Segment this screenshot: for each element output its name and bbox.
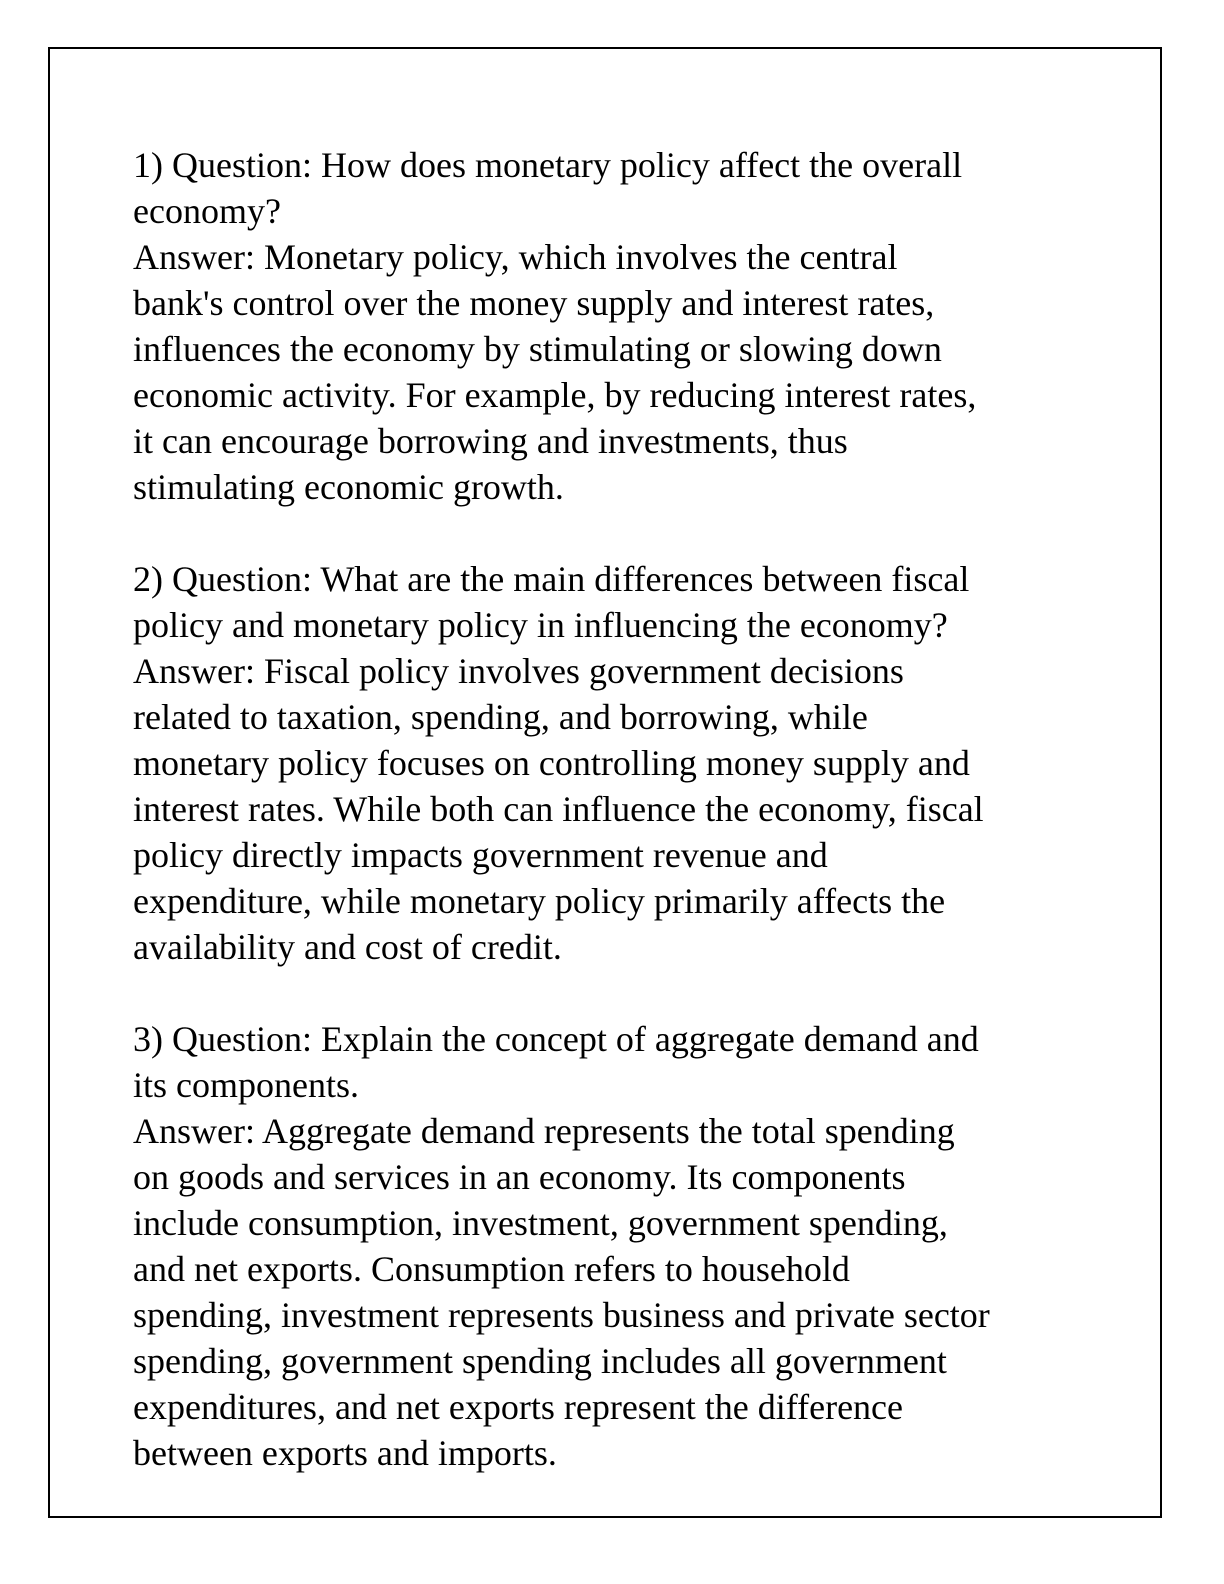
question-line: 2) Question: What are the main differences between fiscal	[133, 559, 970, 599]
question-line: its components.	[133, 1065, 359, 1105]
answer-line: interest rates. While both can influence the economy, fiscal	[133, 789, 984, 829]
answer-1	[133, 234, 1133, 510]
qa-item-2	[133, 556, 1133, 970]
question-line: economy?	[133, 191, 281, 231]
answer-line: policy directly impacts government revenue and	[133, 835, 828, 875]
answer-line: stimulating economic growth.	[133, 467, 564, 507]
document-body	[133, 142, 1133, 1522]
answer-line: on goods and services in an economy. Its components	[133, 1157, 906, 1197]
answer-line: and net exports. Consumption refers to household	[133, 1249, 850, 1289]
answer-line: economic activity. For example, by reducing interest rates,	[133, 375, 977, 415]
question-2	[133, 556, 1133, 648]
answer-line: Answer: Fiscal policy involves government decisions	[133, 651, 904, 691]
answer-line: Answer: Monetary policy, which involves the central	[133, 237, 898, 277]
answer-line: availability and cost of credit.	[133, 927, 562, 967]
answer-line: spending, government spending includes all government	[133, 1341, 947, 1381]
answer-line: expenditure, while monetary policy primarily affects the	[133, 881, 946, 921]
question-line: 3) Question: Explain the concept of aggregate demand and	[133, 1019, 979, 1059]
answer-line: include consumption, investment, government spending,	[133, 1203, 948, 1243]
answer-line: influences the economy by stimulating or slowing down	[133, 329, 942, 369]
question-1	[133, 142, 1133, 234]
question-3	[133, 1016, 1133, 1108]
question-line: 1) Question: How does monetary policy affect the overall	[133, 145, 963, 185]
answer-line: spending, investment represents business and private sector	[133, 1295, 990, 1335]
answer-line: between exports and imports.	[133, 1433, 557, 1473]
question-line: policy and monetary policy in influencing the economy?	[133, 605, 948, 645]
qa-item-1	[133, 142, 1133, 510]
qa-item-3	[133, 1016, 1133, 1476]
answer-line: related to taxation, spending, and borrowing, while	[133, 697, 868, 737]
answer-3	[133, 1108, 1133, 1476]
answer-line: it can encourage borrowing and investments, thus	[133, 421, 848, 461]
answer-line: Answer: Aggregate demand represents the total spending	[133, 1111, 955, 1151]
answer-line: bank's control over the money supply and interest rates,	[133, 283, 935, 323]
answer-2	[133, 648, 1133, 970]
answer-line: expenditures, and net exports represent the difference	[133, 1387, 904, 1427]
answer-line: monetary policy focuses on controlling money supply and	[133, 743, 970, 783]
